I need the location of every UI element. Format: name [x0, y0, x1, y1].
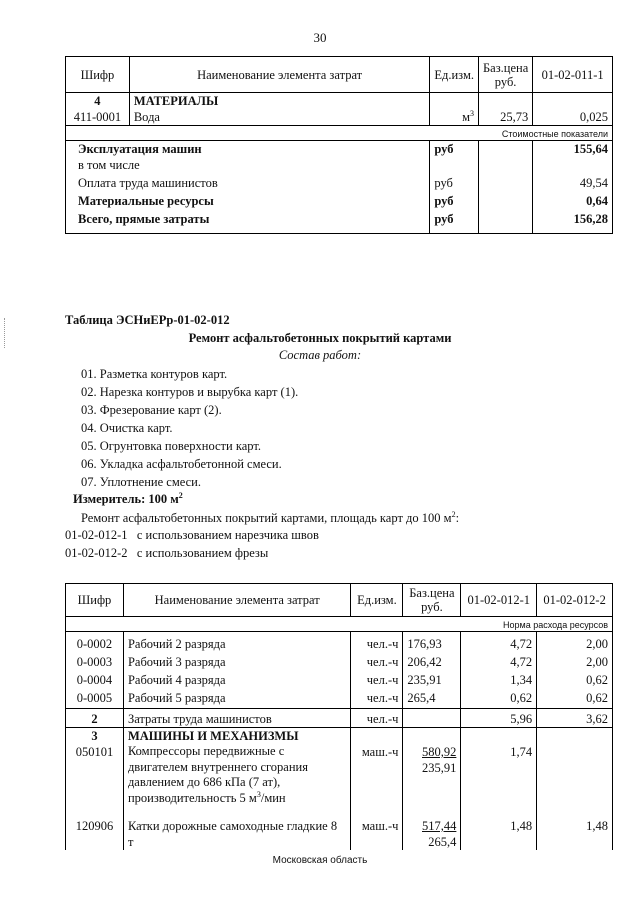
header-price: Баз.цена руб.: [478, 57, 532, 93]
row-code: 411-0001: [66, 109, 130, 126]
table-header-row: [66, 584, 613, 617]
table-row: в том числе: [66, 157, 613, 173]
header-code: Шифр: [66, 584, 124, 617]
table-row: 0-0005 Рабочий 5 разряда чел.-ч 265,4 0,62 0,62: [66, 688, 613, 709]
step-item: 07. Уплотнение смеси.: [81, 475, 201, 489]
band-label: Стоимостные показатели: [66, 126, 613, 141]
band-row: [66, 126, 613, 141]
table-row: 0-0003 Рабочий 3 разряда чел.-ч 206,42 4,72 2,00: [66, 652, 613, 670]
band-row: [66, 617, 613, 632]
step-item: 01. Разметка контуров карт.: [81, 367, 228, 381]
header-col1: 01-02-012-1: [461, 584, 537, 617]
step-item: 02. Нарезка контуров и вырубка карт (1).: [81, 385, 299, 399]
table-row: Оплата труда машинистов руб 49,54: [66, 173, 613, 191]
row-price: 25,73: [478, 109, 532, 126]
table-row: Всего, прямые затраты руб 156,28: [66, 209, 613, 234]
table-row: 120906 Катки дорожные самоходные гладкие 8 т маш.-ч 517,44 265,4 1,48 1,48: [66, 818, 613, 850]
variant-item: 01-02-012-1 с использованием нарезчика швов: [65, 528, 319, 542]
description: Ремонт асфальтобетонных покрытий картами, площадь карт до 100 $м^2$:: [81, 509, 460, 525]
step-item: 05. Огрунтовка поверхности карт.: [81, 439, 261, 453]
header-col2: 01-02-012-2: [537, 584, 613, 617]
step-item: 06. Укладка асфальтобетонной смеси.: [81, 457, 282, 471]
section-row: [66, 93, 613, 110]
section-num: 4: [66, 93, 130, 110]
header-name: Наименование элемента затрат: [129, 57, 430, 93]
cost-name: Эксплуатация машин: [66, 141, 430, 158]
header-price: Баз.цена руб.: [403, 584, 461, 617]
table-title: Таблица ЭСНиЕРр-01-02-012: [65, 313, 230, 327]
header-unit: Ед.изм.: [430, 57, 479, 93]
band-label: Норма расхода ресурсов: [66, 617, 613, 632]
section-title: МАТЕРИАЛЫ: [129, 93, 430, 110]
row-unit: м: [462, 110, 470, 124]
header-code: Шифр: [66, 57, 130, 93]
section-heading: Ремонт асфальтобетонных покрытий картами: [188, 331, 452, 345]
table-row: 411-0001 Вода $м^3$ 25,73 0,025: [66, 109, 613, 126]
header-unit: Ед.изм.: [351, 584, 403, 617]
header-col: 01-02-011-1: [533, 57, 613, 93]
meter-label: Измеритель: 100 $м^2$: [73, 490, 183, 506]
table-row: Эксплуатация машин руб 155,64: [66, 141, 613, 158]
step-item: 04. Очистка карт.: [81, 421, 173, 435]
table-row: 2 Затраты труда машинистов чел.-ч 5,96 3,62: [66, 709, 613, 728]
table-header-row: [66, 57, 613, 93]
section-subheading: Состав работ:: [278, 348, 362, 362]
resources-table: [65, 583, 613, 850]
section-row: 3 МАШИНЫ И МЕХАНИЗМЫ: [66, 728, 613, 745]
variant-item: 01-02-012-2 с использованием фрезы: [65, 546, 269, 560]
materials-table: [65, 56, 613, 234]
table-row: 0-0004 Рабочий 4 разряда чел.-ч 235,91 1,34 0,62: [66, 670, 613, 688]
row-value: 0,025: [533, 109, 613, 126]
row-name: Вода: [129, 109, 430, 126]
page-footer: Московская область: [272, 855, 368, 866]
table-row: 050101 Компрессоры передвижные с двигателем внутреннего сгорания давлением до 686 кПа (7 ат), производительность 5 $м^3$/мин маш.-ч 580,92 235,91 1,74: [66, 744, 613, 818]
page-number: 30: [313, 30, 327, 45]
table-row: Материальные ресурсы руб 0,64: [66, 191, 613, 209]
header-name: Наименование элемента затрат: [123, 584, 350, 617]
step-item: 03. Фрезерование карт (2).: [81, 403, 222, 417]
table-row: 0-0002 Рабочий 2 разряда чел.-ч 176,93 4,72 2,00: [66, 632, 613, 653]
